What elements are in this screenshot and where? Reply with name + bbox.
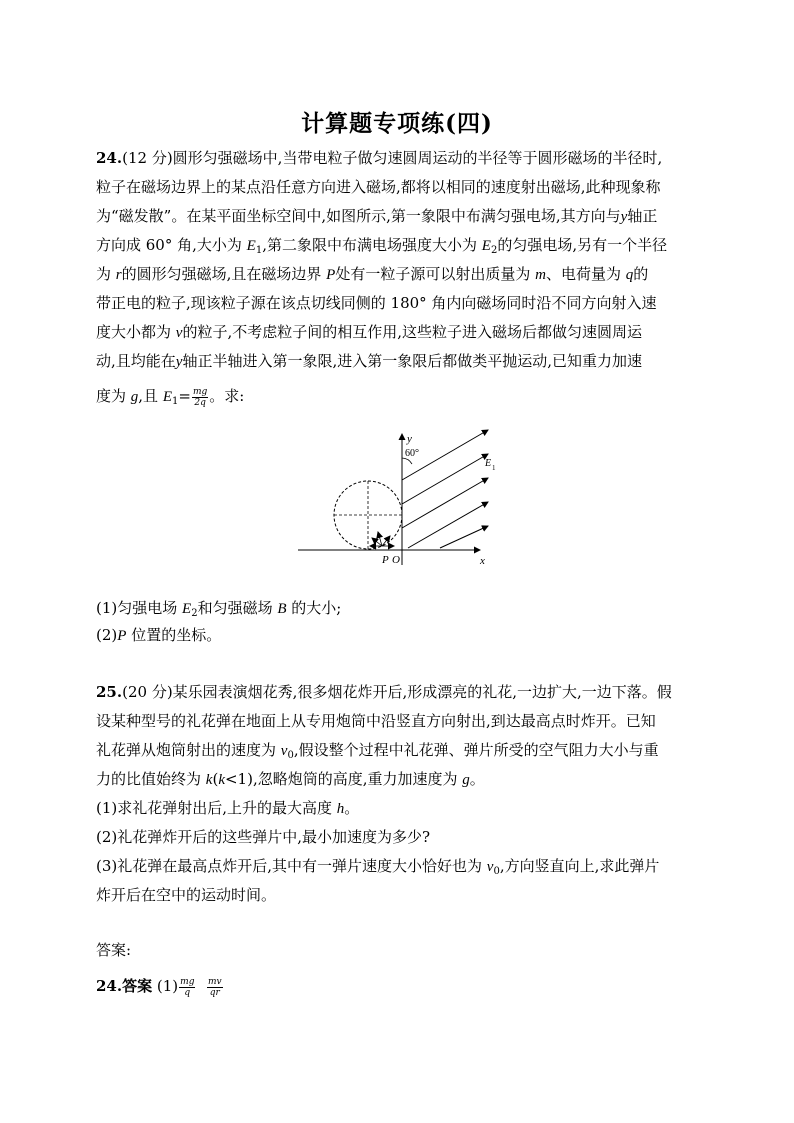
particle-arrow (382, 536, 390, 546)
q24-text: = (178, 387, 191, 405)
answer-number: 24. (96, 977, 123, 995)
q25-text: (1)求礼花弹射出后,上升的最大高度 (96, 799, 337, 817)
field-line (402, 478, 488, 528)
q25-line-4 (96, 769, 485, 790)
field-line (440, 526, 488, 548)
field-label-sub: 1 (492, 464, 496, 472)
origin-label: O (392, 554, 400, 566)
p-label: P (382, 554, 389, 566)
q24-var: q (625, 267, 634, 283)
q25-sub-question-3-cont (96, 885, 276, 905)
q24-var: r (115, 267, 122, 283)
q24-line-3 (96, 206, 657, 227)
sub-var: P (117, 628, 127, 644)
q25-text: 。 (344, 799, 360, 817)
sub-var: B (277, 601, 287, 617)
q25-text: 设某种型号的礼花弹在地面上从专用炮筒中沿竖直方向射出,到达最高点时炸开。已知 (96, 712, 656, 730)
q24-var: y (175, 354, 183, 370)
q24-var: y (620, 209, 628, 225)
q25-text: 某乐园表演烟花秀,很多烟花炸开后,形成漂亮的礼花,一边扩大,一边下落。假 (172, 683, 672, 701)
q25-text: 炸开后在空中的运动时间。 (96, 886, 277, 904)
q24-text: 处有一粒子源可以射出质量为 (335, 265, 536, 283)
q24-text: 轴正 (627, 207, 658, 225)
q25-sub: 0 (287, 750, 294, 761)
sub-text: 位置的坐标。 (126, 626, 222, 644)
q24-sub-question-1 (96, 598, 341, 624)
q24-line-9 (96, 386, 244, 412)
q24-sub: 1 (255, 245, 263, 256)
q24-text: 带正电的粒子,现该粒子源在该点切线同侧的 180° 角内向磁场同时沿不同方向射入速 (96, 294, 657, 312)
q25-text: 力的比值始终为 (96, 770, 206, 788)
q24-text: 圆形匀强磁场中,当带电粒子做匀速圆周运动的半径等于圆形磁场的半径时, (172, 149, 663, 167)
q24-text: 动,且均能在 (96, 352, 176, 370)
q25-sub: 0 (493, 866, 500, 877)
q25-line-2 (96, 711, 656, 731)
q24-text: 、电荷量为 (545, 265, 626, 283)
q24-sub-question-2 (96, 625, 221, 646)
q24-text: 的粒子,不考虑粒子间的相互作用,这些粒子进入磁场后都做匀速圆周运 (182, 323, 642, 341)
q25-text: 。 (469, 770, 485, 788)
q25-text: 礼花弹从炮筒射出的速度为 (96, 741, 281, 759)
q24-line-1 (96, 148, 662, 168)
q24-var: E (162, 389, 172, 405)
q25-score: (20 分) (122, 683, 173, 701)
sub-text: (1)匀强电场 (96, 599, 183, 617)
fraction-numerator: mv (208, 976, 222, 987)
q25-var: h (336, 801, 345, 817)
sub-var: E (182, 601, 192, 617)
answer-fraction-1 (179, 977, 195, 998)
answer-label: 答案 (122, 977, 153, 995)
q24-text: 方向成 60° 角,大小为 (96, 236, 247, 254)
q25-text: (2)礼花弹炸开后的这些弹片中,最小加速度为多少? (96, 828, 431, 846)
q25-line-1 (96, 682, 672, 702)
q24-score: (12 分) (122, 149, 173, 167)
q25-text: ,假设整个过程中礼花弹、弹片所受的空气阻力大小与重 (293, 741, 659, 759)
page-title: 计算题专项练(四) (301, 110, 493, 137)
answer-part: (1) (156, 977, 179, 995)
q25-var: k (218, 772, 225, 788)
field-line (408, 502, 488, 548)
q24-line-5 (96, 264, 648, 285)
q24-var: P (326, 267, 336, 283)
sub-text: 和匀强磁场 (197, 599, 278, 617)
answers-heading: 答案: (96, 941, 132, 959)
q24-text: 的 (633, 265, 649, 283)
q24-var: g (130, 389, 139, 405)
q25-line-3 (96, 740, 659, 766)
field-diagram (290, 428, 496, 573)
sub-text: 的大小; (286, 599, 342, 617)
q25-text: ,方向竖直向上,求此弹片 (499, 857, 660, 875)
q24-text: 。求: (209, 387, 245, 405)
angle-label: 60° (405, 448, 419, 459)
sub-text: (2) (96, 626, 118, 644)
q24-text: ,且 (138, 387, 163, 405)
q25-var: v (280, 743, 288, 759)
q25-text: <1),忽略炮筒的高度,重力加速度为 (224, 770, 463, 788)
e1-fraction (192, 387, 208, 408)
q24-text: ,第二象限中布满电场强度大小为 (262, 236, 482, 254)
q24-line-6 (96, 293, 656, 313)
q25-var: v (486, 859, 494, 875)
q25-sub-question-2 (96, 827, 430, 847)
fraction-denominator: q (184, 987, 191, 998)
q24-text: 粒子在磁场边界上的某点沿任意方向进入磁场,都将以相同的速度射出磁场,此种现象称 (96, 178, 661, 196)
q24-sub: 1 (172, 396, 179, 407)
fraction-denominator: 2q (194, 397, 206, 408)
y-axis-label: y (407, 433, 412, 445)
answer-24 (96, 976, 224, 998)
q24-text: 的圆形匀强磁场,且在磁场边界 (121, 265, 327, 283)
q24-text: 的匀强电场,另有一个半径 (497, 236, 668, 254)
q24-text: 为 (96, 265, 116, 283)
particle-source-arrows (370, 532, 394, 546)
q24-text: 度为 (96, 387, 131, 405)
field-line (402, 454, 488, 504)
q24-var: E (481, 238, 491, 254)
q25-number: 25. (96, 683, 123, 701)
q24-var: m (535, 267, 546, 283)
q25-text: ( (212, 770, 219, 788)
q25-sub-question-3 (96, 856, 659, 882)
q24-var: E (246, 238, 256, 254)
q24-line-8 (96, 351, 642, 372)
q24-number: 24. (96, 149, 123, 167)
answer-fraction-2 (207, 977, 223, 998)
q25-sub-question-1 (96, 798, 359, 819)
q24-line-7 (96, 322, 642, 343)
q24-text: 轴正半轴进入第一象限,进入第一象限后都做类平抛运动,已知重力加速 (182, 352, 642, 370)
fraction-numerator: mg (180, 976, 195, 987)
sub-sub: 2 (191, 608, 198, 619)
fraction-numerator: mg (192, 386, 208, 397)
q24-text: 度大小都为 (96, 323, 176, 341)
q25-var: k (205, 772, 213, 788)
q24-text: 为“磁发散”。在某平面坐标空间中,如图所示,第一象限中布满匀强电场,其方向与 (96, 207, 621, 225)
fraction-denominator: qr (209, 987, 220, 998)
q24-var: v (175, 325, 183, 341)
x-axis-label: x (480, 555, 485, 567)
q24-line-4 (96, 235, 667, 261)
field-label: E (485, 458, 492, 469)
q24-line-2 (96, 177, 661, 197)
q24-sub: 2 (490, 245, 498, 256)
q25-var: g (462, 772, 470, 788)
q25-text: (3)礼花弹在最高点炸开后,其中有一弹片速度大小恰好也为 (96, 857, 487, 875)
